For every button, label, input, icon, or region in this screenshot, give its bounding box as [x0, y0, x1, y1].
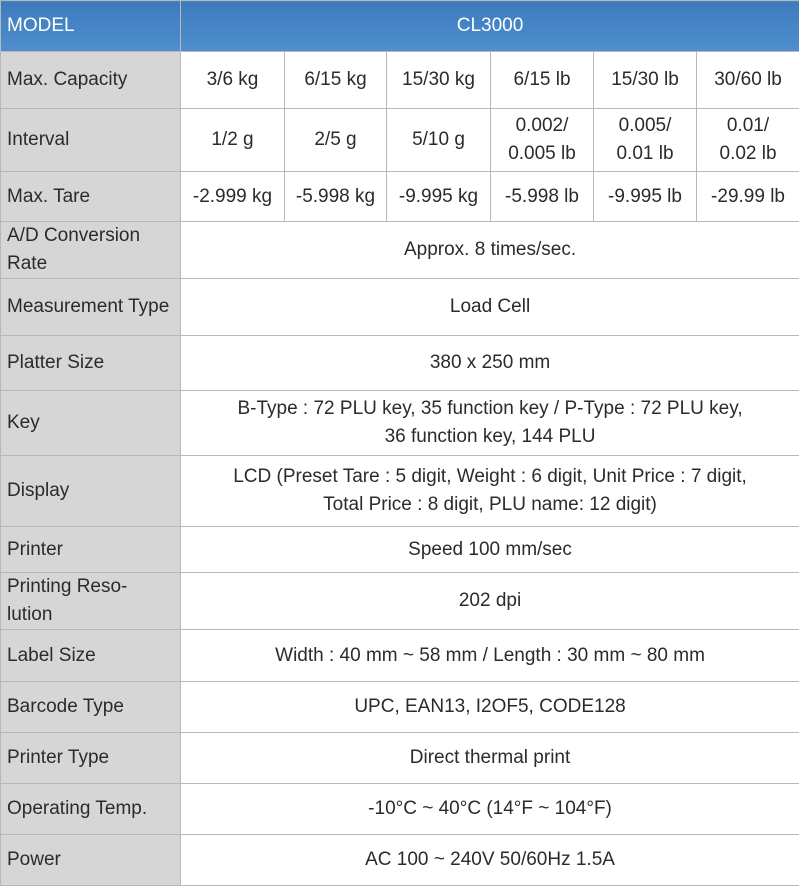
cell-value: 6/15 kg	[285, 52, 387, 109]
cell-value: 15/30 kg	[387, 52, 491, 109]
row-label: Display	[1, 456, 181, 527]
row-platter-size	[1, 336, 799, 391]
cell-value: Speed 100 mm/sec	[181, 527, 799, 573]
cell-value: -5.998 lb	[491, 172, 594, 222]
cell-value: -9.995 kg	[387, 172, 491, 222]
row-display	[1, 456, 799, 527]
row-printing-resolution	[1, 573, 799, 630]
cell-value: 0.01/ 0.02 lb	[697, 109, 799, 172]
row-label: Operating Temp.	[1, 784, 181, 835]
cell-value: 30/60 lb	[697, 52, 799, 109]
row-label: Max. Tare	[1, 172, 181, 222]
cell-value: 3/6 kg	[181, 52, 285, 109]
cell-value: -10°C ~ 40°C (14°F ~ 104°F)	[181, 784, 799, 835]
row-label: Barcode Type	[1, 682, 181, 733]
row-label: Key	[1, 391, 181, 456]
model-label: MODEL	[1, 1, 181, 52]
row-barcode-type	[1, 682, 799, 733]
row-max-capacity	[1, 52, 799, 109]
row-label: Printer Type	[1, 733, 181, 784]
row-ad-conversion	[1, 222, 799, 279]
cell-value: 15/30 lb	[594, 52, 697, 109]
row-interval	[1, 109, 799, 172]
cell-value: 0.002/ 0.005 lb	[491, 109, 594, 172]
cell-value: -2.999 kg	[181, 172, 285, 222]
row-power	[1, 835, 799, 886]
model-value: CL3000	[181, 1, 799, 52]
row-label: Label Size	[1, 630, 181, 682]
row-label: A/D Conversion Rate	[1, 222, 181, 279]
cell-value: 380 x 250 mm	[181, 336, 799, 391]
cell-value: UPC, EAN13, I2OF5, CODE128	[181, 682, 799, 733]
row-measurement-type	[1, 279, 799, 336]
cell-value: 2/5 g	[285, 109, 387, 172]
row-label: Platter Size	[1, 336, 181, 391]
cell-value: 6/15 lb	[491, 52, 594, 109]
cell-value: 0.005/ 0.01 lb	[594, 109, 697, 172]
row-printer	[1, 527, 799, 573]
row-label-size	[1, 630, 799, 682]
row-label: Power	[1, 835, 181, 886]
cell-value: AC 100 ~ 240V 50/60Hz 1.5A	[181, 835, 799, 886]
row-label: Interval	[1, 109, 181, 172]
cell-value: B-Type : 72 PLU key, 35 function key / P-Type : 72 PLU key, 36 function key, 144 PLU	[181, 391, 799, 456]
row-label: Measurement Type	[1, 279, 181, 336]
cell-value: -29.99 lb	[697, 172, 799, 222]
row-max-tare	[1, 172, 799, 222]
cell-value: Approx. 8 times/sec.	[181, 222, 799, 279]
cell-value: Direct thermal print	[181, 733, 799, 784]
row-label: Printer	[1, 527, 181, 573]
cell-value: 202 dpi	[181, 573, 799, 630]
header-row	[1, 1, 799, 52]
row-key	[1, 391, 799, 456]
row-operating-temp	[1, 784, 799, 835]
cell-value: Load Cell	[181, 279, 799, 336]
row-label: Printing Reso- lution	[1, 573, 181, 630]
row-printer-type	[1, 733, 799, 784]
cell-value: -9.995 lb	[594, 172, 697, 222]
cell-value: 1/2 g	[181, 109, 285, 172]
cell-value: LCD (Preset Tare : 5 digit, Weight : 6 digit, Unit Price : 7 digit, Total Price : 8 digit, PLU name: 12 digit)	[181, 456, 799, 527]
cell-value: Width : 40 mm ~ 58 mm / Length : 30 mm ~ 80 mm	[181, 630, 799, 682]
cell-value: -5.998 kg	[285, 172, 387, 222]
cell-value: 5/10 g	[387, 109, 491, 172]
row-label: Max. Capacity	[1, 52, 181, 109]
